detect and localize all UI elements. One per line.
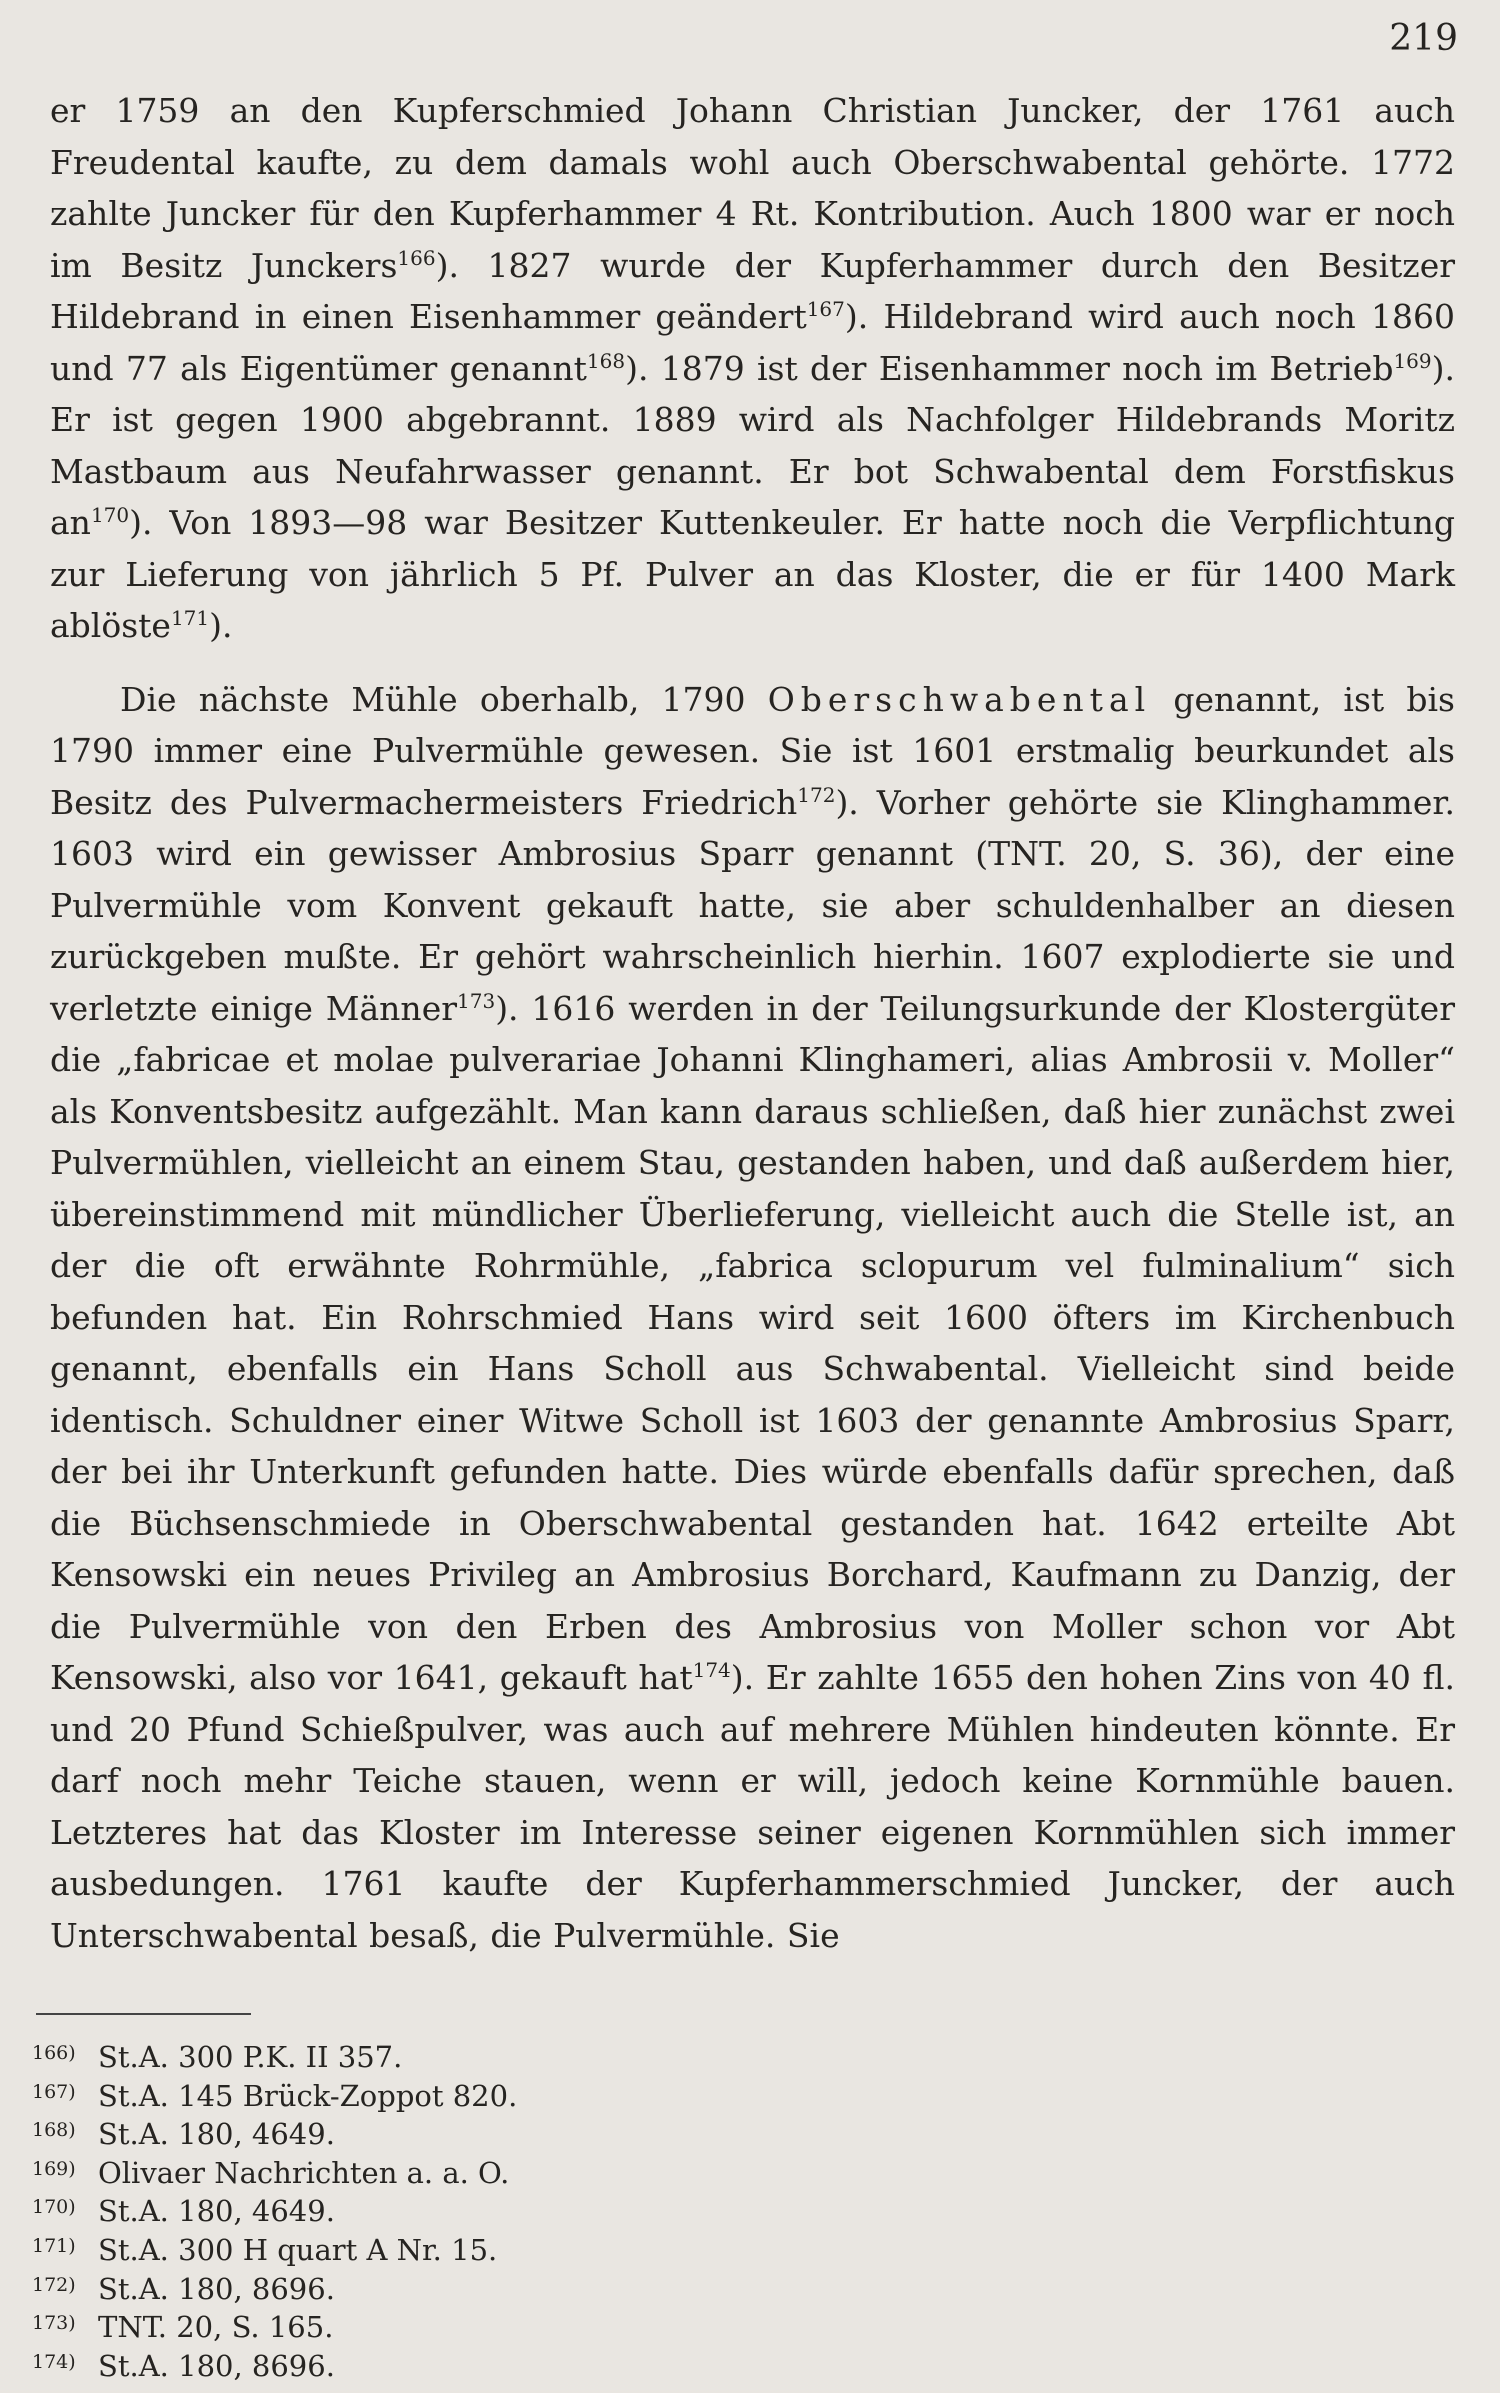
footnote: [32, 2152, 932, 2191]
footnote-text: St.A. 300 P.K. II 357.: [98, 2040, 403, 2074]
footnote-ref: 168: [586, 348, 626, 373]
body-text: [50, 85, 1455, 1961]
footnote-ref: 167: [806, 297, 845, 321]
footnote-list: [32, 2036, 932, 2383]
page-number: 219: [1389, 18, 1458, 59]
footnote-text: St.A. 180, 4649.: [98, 2117, 335, 2152]
footnote: [32, 2036, 932, 2075]
spaced-term: Oberschwabental: [767, 679, 1152, 719]
text-run: genannt, ist bis 1790 immer eine Pulvermühle gewesen. Sie ist 1601 erstmalig beurkundet als Besitz des Pulvermachermeisters Friedrich: [50, 679, 1455, 822]
footnote-text: St.A. 180, 8696.: [98, 2271, 335, 2306]
text-run: ). Von 1893—98 war Besitzer Kuttenkeuler. Er hatte noch die Verpflichtung zur Lieferung von jährlich 5 Pf. Pulver an das Kloster, die er für 1400 Mark ablöste: [50, 503, 1455, 645]
footnote-number: 169): [32, 2157, 76, 2180]
footnote-text: St.A. 145 Brück-Zoppot 820.: [98, 2078, 518, 2113]
footnote: [32, 2113, 932, 2152]
footnote-number: 167): [32, 2080, 76, 2103]
text-run: ). Vorher gehörte sie Klinghammer. 1603 wird ein gewisser Ambrosius Sparr genannt (TNT. 20, S. 36), der eine Pulvermühle vom Konvent gekauft hatte, sie aber schuldenhalber an diesen zurückgeben mußte. Er gehört wahrscheinlich hierhin. 1607 explodierte sie und verletzte einige Männer: [50, 782, 1455, 1028]
footnote: [32, 2268, 932, 2307]
footnote-number: 171): [32, 2234, 76, 2257]
text-run: ). 1879 ist der Eisenhammer noch im Betrieb: [625, 348, 1394, 388]
footnote-number: 166): [32, 2042, 76, 2064]
footnote: [32, 2306, 932, 2345]
footnote: [32, 2075, 932, 2114]
footnote-ref: 171: [170, 606, 210, 630]
footnote: [32, 2229, 932, 2268]
footnote-divider: [36, 2013, 251, 2015]
footnote-ref: 174: [692, 1658, 731, 1682]
footnote-ref: 169: [1393, 348, 1432, 373]
footnote-text: St.A. 180, 8696.: [98, 2348, 335, 2383]
footnote-text: St.A. 300 H quart A Nr. 15.: [98, 2232, 498, 2267]
text-run: ).: [209, 606, 233, 645]
text-run: er 1759 an den Kupferschmied Johann Christian Juncker, der 1761 auch Freudental kaufte, zu dem damals wohl auch Oberschwabental gehörte. 1772 zahlte Juncker für den Kupferhammer 4 Rt. Kontribution. Auch 1800 war er noch im Besitz Junckers: [50, 91, 1455, 285]
text-run: ). 1827 wurde der Kupferhammer durch den Besitzer Hildebrand in einen Eisenhammer geändert: [50, 245, 1455, 336]
text-run: ). Hildebrand wird auch noch 1860 und 77 als Eigentümer genannt: [50, 297, 1455, 388]
footnote-number: 168): [32, 2119, 76, 2142]
text-run: ). Er ist gegen 1900 abgebrannt. 1889 wird als Nachfolger Hildebrands Moritz Mastbaum aus Neufahrwasser genannt. Er bot Schwabental dem Forstfiskus an: [50, 348, 1456, 542]
footnote-ref: 170: [90, 503, 130, 527]
footnote-ref: 166: [397, 245, 436, 270]
text-run: ). Er zahlte 1655 den hohen Zins von 40 fl. und 20 Pfund Schießpulver, was auch auf mehrere Mühlen hindeuten könnte. Er darf noch mehr Teiche stauen, wenn er will, jedoch keine Kornmühle bauen. Letzteres hat das Kloster im Interesse seiner eigenen Kornmühlen sich immer ausbedungen. 1761 kaufte der Kupferhammerschmied Juncker, der auch Unterschwabental besaß, die Pulvermühle. Sie: [50, 1658, 1455, 1955]
footnote-ref: 172: [797, 782, 836, 807]
footnote-text: TNT. 20, S. 165.: [98, 2310, 334, 2345]
footnote-text: St.A. 180, 4649.: [98, 2194, 335, 2229]
paragraph: [50, 85, 1455, 652]
footnote-number: 174): [32, 2350, 76, 2373]
footnote-number: 170): [32, 2196, 76, 2219]
footnote: [32, 2345, 932, 2384]
text-run: ). 1616 werden in der Teilungsurkunde der Klostergüter die „fabricae et molae pulverariae Johanni Klinghameri, alias Ambrosii v. Moller“ als Konventsbesitz aufgezählt. Man kann daraus schließen, daß hier zunächst zwei Pulvermühlen, vielleicht an einem Stau, gestanden haben, und daß außerdem hier, übereinstimmend mit mündlicher Überlieferung, vielleicht auch die Stelle ist, an der die oft erwähnte Rohrmühle, „fabrica sclopurum vel fulminalium“ sich befunden hat. Ein Rohrschmied Hans wird seit 1600 öfters im Kirchenbuch genannt, ebenfalls ein Hans Scholl aus Schwabental. Vielleicht sind beide identisch. Schuldner einer Witwe Scholl ist 1603 der genannte Ambrosius Sparr, der bei ihr Unterkunft gefunden hatte. Dies würde ebenfalls dafür sprechen, daß die Büchsenschmiede in Oberschwabental gestanden hat. 1642 erteilte Abt Kensowski ein neues Privileg an Ambrosius Borchard, Kaufmann zu Danzig, der die Pulvermühle von den Erben des Ambrosius von Moller schon vor Abt Kensowski, also vor 1641, gekauft hat: [50, 988, 1455, 1697]
footnote-number: 173): [32, 2312, 76, 2335]
footnote: [32, 2190, 932, 2229]
paragraph: [50, 674, 1455, 1962]
footnote-text: Olivaer Nachrichten a. a. O.: [98, 2155, 510, 2190]
footnote-ref: 173: [457, 988, 496, 1013]
footnote-number: 172): [32, 2273, 76, 2296]
text-run: Die nächste Mühle oberhalb, 1790: [120, 679, 768, 719]
